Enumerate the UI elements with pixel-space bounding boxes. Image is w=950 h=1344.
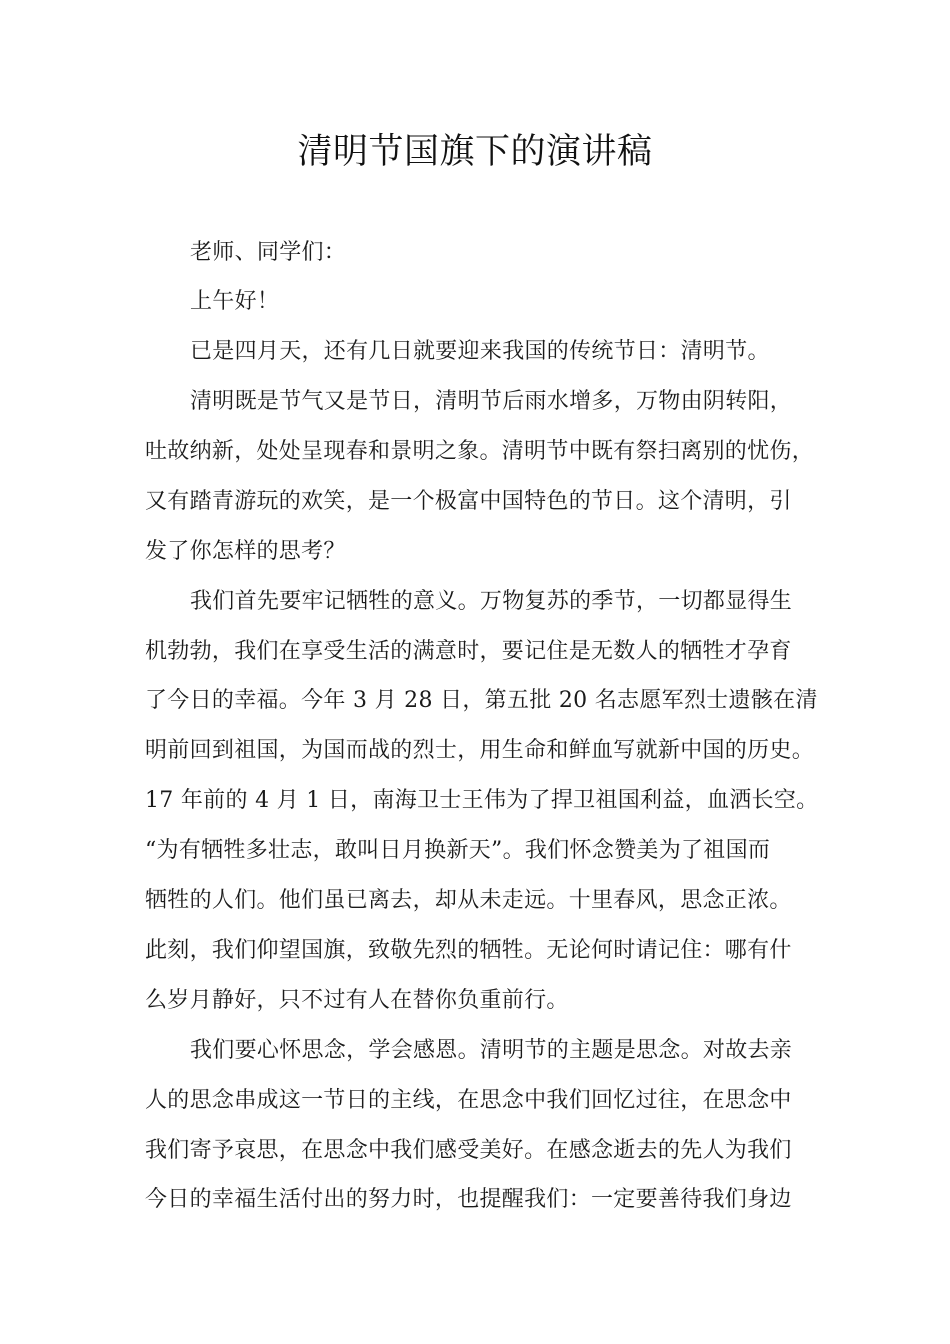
- text-line: 此刻，我们仰望国旗，致敬先烈的牺牲。无论何时请记住：哪有什: [145, 938, 792, 963]
- text-line: 发了你怎样的思考？: [145, 539, 346, 564]
- text-line: 牺牲的人们。他们虽已离去，却从未走远。十里春风，思念正浓。: [145, 888, 792, 913]
- document-title: 清明节国旗下的演讲稿: [297, 132, 653, 172]
- text-line-greeting: 上午好！: [190, 289, 280, 314]
- text-line: 明前回到祖国，为国而战的烈士，用生命和鲜血写就新中国的历史。: [145, 738, 815, 763]
- text-line: 人的思念串成这一节日的主线，在思念中我们回忆过往，在思念中: [145, 1088, 792, 1113]
- text-line: 今日的幸福生活付出的努力时，也提醒我们：一定要善待我们身边: [145, 1187, 792, 1212]
- text-line-salutation: 老师、同学们：: [190, 240, 347, 265]
- text-line: 了今日的幸福。今年 3 月 28 日，第五批 20 名志愿军烈士遗骸在清: [145, 688, 818, 713]
- text-line: 机勃勃，我们在享受生活的满意时，要记住是无数人的牺牲才孕育: [145, 639, 792, 664]
- text-line: 我们寄予哀思，在思念中我们感受美好。在感念逝去的先人为我们: [145, 1138, 792, 1163]
- text-line: 17 年前的 4 月 1 日，南海卫士王伟为了捍卫祖国利益，血洒长空。: [145, 788, 819, 813]
- text-line: 么岁月静好，只不过有人在替你负重前行。: [145, 988, 569, 1013]
- text-line: 我们要心怀思念，学会感恩。清明节的主题是思念。对故去亲: [190, 1038, 793, 1063]
- text-line: “为有牺牲多壮志，敢叫日月换新天”。我们怀念赞美为了祖国而: [145, 838, 771, 863]
- text-line: 清明既是节气又是节日，清明节后雨水增多，万物由阴转阳，: [190, 389, 793, 414]
- text-line: 我们首先要牢记牺牲的意义。万物复苏的季节，一切都显得生: [190, 589, 793, 614]
- text-line: 已是四月天，还有几日就要迎来我国的传统节日：清明节。: [190, 339, 770, 364]
- text-line: 又有踏青游玩的欢笑，是一个极富中国特色的节日。这个清明，引: [145, 489, 792, 514]
- text-line: 吐故纳新，处处呈现春和景明之象。清明节中既有祭扫离别的忧伤，: [145, 439, 815, 464]
